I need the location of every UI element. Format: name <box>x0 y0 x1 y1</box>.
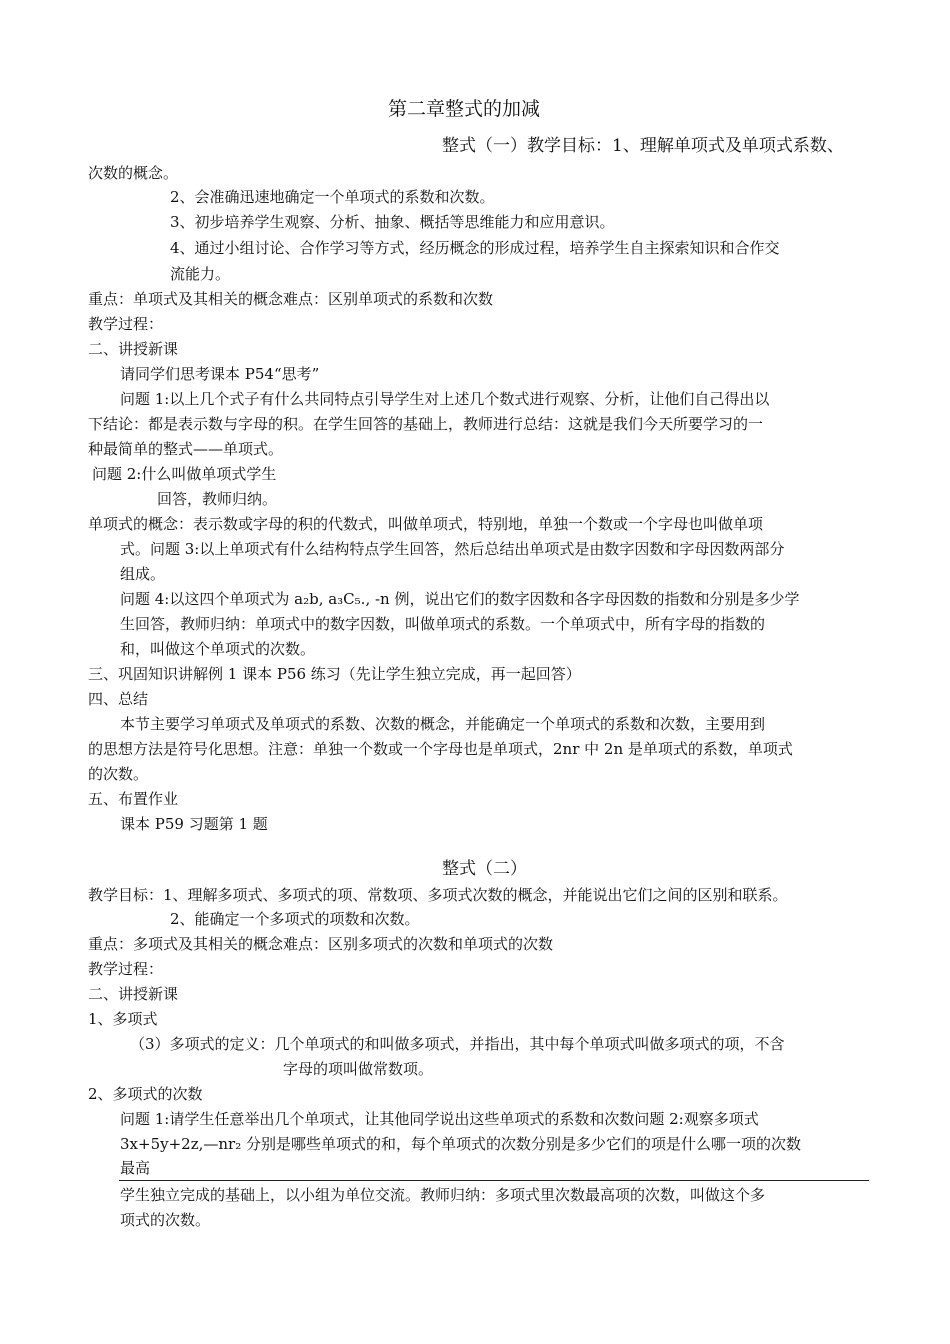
text-line: 请同学们思考课本 P54“思考” <box>120 365 320 383</box>
text-line: 4、通过小组讨论、合作学习等方式，经历概念的形成过程，培养学生自主探索知识和合作交 <box>170 239 780 257</box>
section-2-heading: 整式（二） <box>442 859 527 879</box>
text-line: 教学过程： <box>88 315 164 333</box>
text-line: （3）多项式的定义：几个单项式的和叫做多项式，并指出，其中每个单项式叫做多项式的项，不含 <box>130 1035 785 1053</box>
horizontal-rule <box>119 1180 869 1181</box>
text-line: 教学目标：1、理解多项式、多项式的项、常数项、多项式次数的概念，并能说出它们之间的区别和联系。 <box>88 886 788 904</box>
text-line: 问题 2:什么叫做单项式学生 <box>92 465 277 483</box>
text-line: 式。问题 3:以上单项式有什么结构特点学生回答，然后总结出单项式是由数字因数和字母因数两部分 <box>120 540 785 558</box>
text-line: 的次数。 <box>88 765 149 783</box>
text-line: 二、讲授新课 <box>88 985 179 1003</box>
text-line: 课本 P59 习题第 1 题 <box>120 815 268 833</box>
text-line: 单项式的概念：表示数或字母的积的代数式，叫做单项式，特别地，单独一个数或一个字母也叫做单项 <box>88 515 764 533</box>
section-1-heading-line: 整式（一）教学目标：1、理解单项式及单项式系数、 <box>442 136 844 156</box>
text-line: 次数的概念。 <box>88 164 179 182</box>
text-line: 教学过程： <box>88 960 164 978</box>
text-line: 3x+5y+2z,—nr₂ 分别是哪些单项式的和，每个单项式的次数分别是多少它们的项是什么哪一项的次数 <box>120 1135 801 1153</box>
text-line: 学生独立完成的基础上，以小组为单位交流。教师归纳：多项式里次数最高项的次数，叫做这个多 <box>120 1186 766 1204</box>
text-line: 本节主要学习单项式及单项式的系数、次数的概念，并能确定一个单项式的系数和次数，主要用到 <box>120 715 766 733</box>
text-line: 问题 4:以这四个单项式为 a₂b, a₃C₅., -n 例，说出它们的数字因数和各字母因数的指数和分别是多少学 <box>120 590 800 608</box>
text-line: 四、总结 <box>88 690 149 708</box>
text-line: 生回答，教师归纳：单项式中的数字因数，叫做单项式的系数。一个单项式中，所有字母的指数的 <box>120 615 766 633</box>
text-line: 问题 1:以上几个式子有什么共同特点引导学生对上述几个数式进行观察、分析，让他们自己得出以 <box>120 390 770 408</box>
text-line: 重点：多项式及其相关的概念难点：区别多项式的次数和单项式的次数 <box>88 935 554 953</box>
text-line: 下结论：都是表示数与字母的积。在学生回答的基础上，教师进行总结：这就是我们今天所要学习的一 <box>88 415 764 433</box>
text-line: 的思想方法是符号化思想。注意：单独一个数或一个字母也是单项式，2nr 中 2n 是单项式的系数，单项式 <box>88 740 793 758</box>
text-line: 重点：单项式及其相关的概念难点：区别单项式的系数和次数 <box>88 290 494 308</box>
text-line: 组成。 <box>120 565 166 583</box>
text-line: 五、布置作业 <box>88 790 179 808</box>
text-line: 最高 <box>120 1159 151 1177</box>
text-line: 2、多项式的次数 <box>88 1085 203 1103</box>
text-line: 2、会准确迅速地确定一个单项式的系数和次数。 <box>170 188 495 206</box>
text-line: 回答，教师归纳。 <box>157 490 278 508</box>
text-line: 三、巩固知识讲解例 1 课本 P56 练习（先让学生独立完成，再一起回答） <box>88 665 581 683</box>
text-line: 种最简单的整式——单项式。 <box>88 440 284 458</box>
text-line: 项式的次数。 <box>120 1211 211 1229</box>
text-line: 3、初步培养学生观察、分析、抽象、概括等思维能力和应用意识。 <box>170 213 615 231</box>
text-line: 1、多项式 <box>88 1010 158 1028</box>
text-line: 二、讲授新课 <box>88 340 179 358</box>
text-line: 问题 1:请学生任意举出几个单项式，让其他同学说出这些单项式的系数和次数问题 2:观察多项式 <box>120 1110 759 1128</box>
text-line: 和，叫做这个单项式的次数。 <box>120 640 316 658</box>
text-line: 流能力。 <box>170 265 231 283</box>
document-title: 第二章整式的加减 <box>388 98 541 120</box>
text-line: 字母的项叫做常数项。 <box>283 1060 434 1078</box>
text-line: 2、能确定一个多项式的项数和次数。 <box>170 910 420 928</box>
